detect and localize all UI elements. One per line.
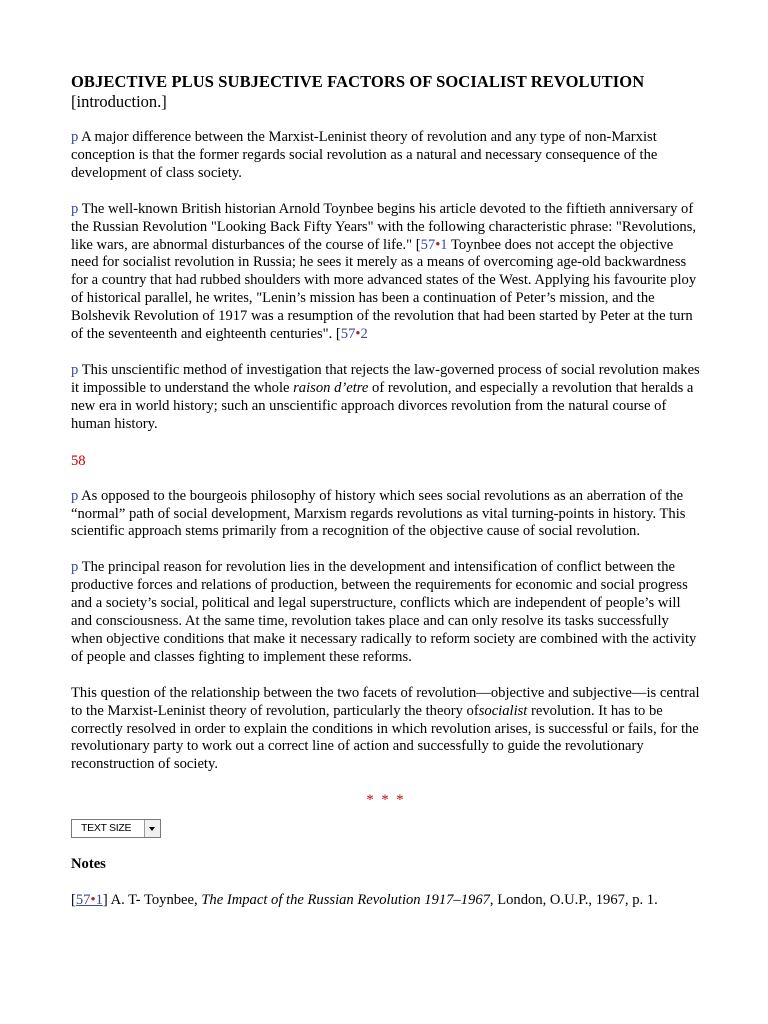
text-size-select[interactable]	[71, 819, 161, 838]
paragraph-5	[71, 559, 701, 666]
paragraph-marker[interactable]: p	[71, 559, 79, 576]
paragraph-2	[71, 201, 701, 344]
note-text: , London, O.U.P., 1967, p. 1.	[489, 892, 658, 909]
paragraph-text: The well-known British historian Arnold Toynbee begins his article devoted to the fiftieth anniversary of the Russian Revolution "Looking Back Fifty Years" with the following characteristic phrase: "Revolutions, like wars, are abnormal disturbances of the course of life." [	[71, 200, 697, 253]
paragraph-text: Toynbee does not accept the objective need for socialist revolution in Russia; he sees it merely as a means of overcoming age-old backwardness for a country that had rubbed shoulders with more advanced states of the West. Applying his favourite ploy of historical parallel, he writes, "Lenin’s mission has been a continuation of Peter’s mission, and the Bolshevik Revolution of 1917 was a resumption of the revolution that had been started by Peter at the turn of the seventeenth and eighteenth centuries". [	[71, 236, 697, 343]
note-bracket: [	[71, 892, 76, 909]
page-number: 58	[71, 452, 86, 469]
paragraph-text: This question of the relationship between the two facets of revolution—objective and subjective—is central to the Marxist-Leninist theory of revolution, particularly the theory of	[71, 684, 700, 719]
paragraph-1	[71, 129, 701, 183]
paragraph-text: As opposed to the bourgeois philosophy of history which sees social revolutions as an aberration of the “normal” path of social development, Marxism regards revolutions as vital turning-points in history. This scientific approach stems primarily from a recognition of the objective cause of social revolution.	[71, 487, 686, 540]
text-size-label: TEXT SIZE	[81, 822, 132, 835]
paragraph-marker[interactable]: p	[71, 361, 79, 378]
paragraph-4	[71, 488, 701, 542]
chevron-down-icon[interactable]	[144, 820, 160, 837]
paragraph-italic: socialist	[478, 702, 528, 719]
paragraph-6	[71, 685, 701, 775]
note-1	[71, 891, 701, 909]
notes-heading: Notes	[71, 856, 106, 873]
paragraph-italic: raison d’etre	[293, 379, 369, 396]
document-page	[71, 72, 701, 909]
note-backlink-57-1[interactable]: 57•1	[75, 892, 103, 909]
paragraph-text: A major difference between the Marxist-Leninist theory of revolution and any type of non-Marxist conception is that the former regards social revolution as a natural and necessary consequence of the development of class society.	[71, 129, 658, 181]
section-separator: * * *	[366, 792, 406, 809]
paragraph-marker[interactable]: p	[71, 487, 79, 504]
footnote-link-57-1[interactable]: 57•1	[420, 236, 448, 253]
paragraph-text: This unscientific method of investigation that rejects the law-governed process of social revolution makes it impossible to understand the whole	[71, 361, 700, 396]
page-title: OBJECTIVE PLUS SUBJECTIVE FACTORS OF SOCIALIST REVOLUTION	[71, 72, 645, 91]
page-subtitle: [introduction.]	[71, 92, 167, 111]
note-book-title: The Impact of the Russian Revolution 1917–1967	[201, 892, 490, 909]
paragraph-text: The principal reason for revolution lies in the development and intensification of conflict between the productive forces and relations of production, between the requirements for economic and social progress and a society’s social, political and legal superstructure, conflicts which are independent of people’s will and consciousness. At the same time, revolution takes place and can only resolve its tasks successfully when objective conditions that make it necessary radically to reform society are combined with the activity of people and classes fighting to implement these reforms.	[71, 559, 697, 665]
paragraph-text: of revolution, and especially a revolution that heralds a new era in world history; such an unscientific approach divorces revolution from the natural course of human history.	[71, 379, 694, 432]
note-text: ] A. T- Toynbee,	[102, 892, 202, 909]
paragraph-marker[interactable]: p	[71, 129, 79, 145]
paragraph-3	[71, 362, 701, 434]
footnote-link-57-2[interactable]: 57•2	[340, 326, 368, 343]
paragraph-marker[interactable]: p	[71, 200, 79, 217]
paragraph-text: revolution. It has to be correctly resolved in order to explain the conditions in which revolution arises, is successful or fails, for the revolutionary party to work out a correct line of action and successfully to guide the revolutionary reconstruction of society.	[71, 702, 699, 773]
